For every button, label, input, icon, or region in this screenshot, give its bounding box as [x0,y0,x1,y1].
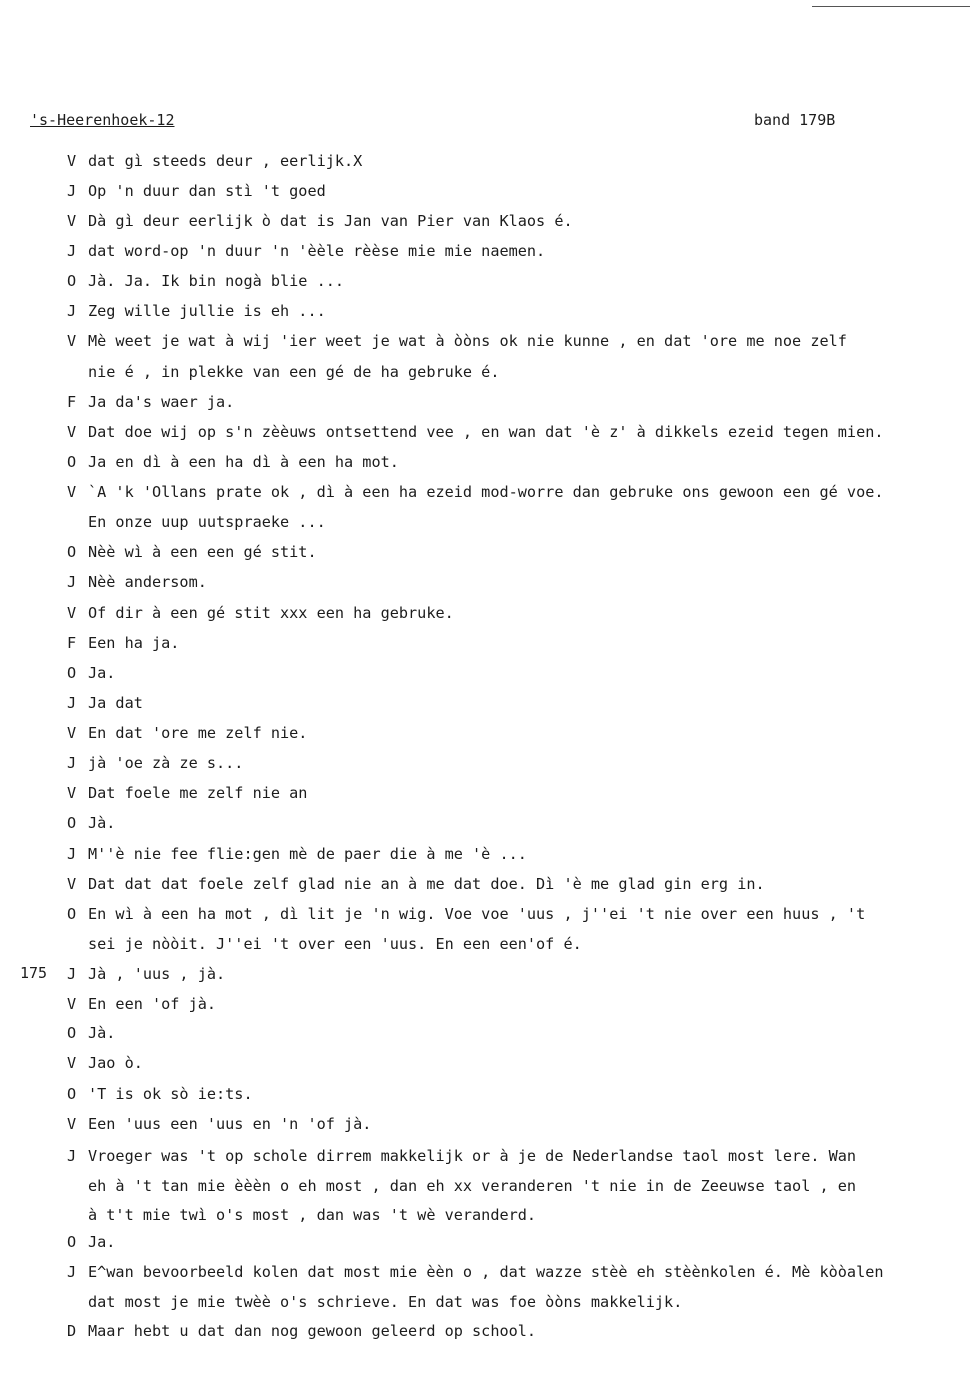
transcript-line [67,662,115,684]
speaker-label: O [67,905,77,923]
transcript-line [67,752,243,774]
line-text: Ja. [88,664,116,682]
line-text: Vroeger was 't op schole dirrem makkelijk or à je de Nederlandse taol most lere. Wan [88,1147,857,1165]
line-text: `A 'k 'Ollans prate ok , dì à een ha ezeid mod-worre dan gebruke ons gewoon een gé voe. [88,483,884,501]
line-text: Nèè andersom. [88,573,207,591]
line-text: Ja. [88,1233,116,1251]
transcript-line [67,210,573,232]
transcript-line [67,1113,371,1135]
line-text: Ja da's waer ja. [88,393,235,411]
line-text: Een 'uus een 'uus en 'n 'of jà. [88,1115,372,1133]
line-text: M''è nie fee flie:gen mè de paer die à me 'è ... [88,845,527,863]
line-text: sei je nòòit. J''ei 't over een 'uus. En een een'of é. [88,935,582,953]
line-text: Dat foele me zelf nie an [88,784,308,802]
header-tape: band 179B [754,111,836,129]
line-text: Ja dat [88,694,143,712]
transcript-line-continuation [88,1204,536,1226]
line-text: dat gì steeds deur , eerlijk.X [88,152,363,170]
transcript-line [67,903,865,925]
speaker-label: O [67,814,77,832]
transcript-line [67,1145,856,1167]
speaker-label: V [67,483,77,501]
speaker-label: J [67,694,77,712]
speaker-label: J [67,965,77,983]
transcript-line [67,782,307,804]
speaker-label: F [67,393,77,411]
transcript-line [67,270,344,292]
speaker-label: O [67,272,77,290]
line-text: dat most je mie twèè o's schrieve. En dat was foe òòns makkelijk. [88,1293,683,1311]
transcript-line [67,632,179,654]
speaker-label: O [67,1024,77,1042]
line-text: Op 'n duur dan stì 't goed [88,182,326,200]
transcript-line [67,843,527,865]
speaker-label: V [67,212,77,230]
transcript-line [67,602,454,624]
line-text: nie é , in plekke van een gé de ha gebruke é. [88,363,500,381]
speaker-label: F [67,634,77,652]
transcript-line-continuation [88,1175,856,1197]
speaker-label: O [67,543,77,561]
transcript-line [67,722,307,744]
transcript-line [67,330,847,352]
line-text: dat word-op 'n duur 'n 'èèle rèèse mie mie naemen. [88,242,546,260]
transcript-line [67,1231,115,1253]
transcript-line [67,1083,253,1105]
line-text: En wì à een ha mot , dì lit je 'n wig. Voe voe 'uus , j''ei 't nie over een huus , 't [88,905,866,923]
transcript-line [67,481,884,503]
transcript-line [67,240,545,262]
speaker-label: V [67,995,77,1013]
transcript-line [67,180,326,202]
transcript-line [67,391,234,413]
speaker-label: V [67,724,77,742]
line-text: E^wan bevoorbeeld kolen dat most mie èèn o , dat wazze stèè eh stèènkolen é. Mè kòòalen [88,1263,884,1281]
header-location: 's-Heerenhoek-12 [30,111,175,129]
transcript-line-continuation [88,933,582,955]
speaker-label: J [67,845,77,863]
speaker-label: J [67,573,77,591]
transcript-line [67,451,399,473]
line-text: Ja en dì à een ha dì à een ha mot. [88,453,399,471]
speaker-label: V [67,784,77,802]
transcript-line [67,812,115,834]
transcript-line [67,692,143,714]
speaker-label: D [67,1322,77,1340]
transcript-line-continuation [88,1291,682,1313]
transcript-line [67,541,317,563]
margin-line-number: 175 [20,964,48,982]
speaker-label: O [67,1233,77,1251]
transcript-line [67,873,765,895]
speaker-label: V [67,604,77,622]
line-text: Jà , 'uus , jà. [88,965,226,983]
transcript-line [67,421,884,443]
transcript-line [67,1052,143,1074]
transcript-line [67,300,326,322]
line-text: Of dir à een gé stit xxx een ha gebruke. [88,604,454,622]
line-text: En een 'of jà. [88,995,217,1013]
transcript-line-continuation [88,511,326,533]
transcript-line [67,963,225,985]
line-text: Zeg wille jullie is eh ... [88,302,326,320]
line-text: Jà. Ja. Ik bin nogà blie ... [88,272,345,290]
speaker-label: J [67,1263,77,1281]
line-text: Een ha ja. [88,634,180,652]
speaker-label: V [67,1054,77,1072]
speaker-label: V [67,875,77,893]
line-text: Nèè wì à een een gé stit. [88,543,317,561]
line-text: Dà gì deur eerlijk ò dat is Jan van Pier van Klaos é. [88,212,573,230]
line-text: Jà. [88,1024,116,1042]
speaker-label: J [67,302,77,320]
line-text: Jà. [88,814,116,832]
transcript-line [67,150,362,172]
speaker-label: V [67,152,77,170]
line-text: Mè weet je wat à wij 'ier weet je wat à òòns ok nie kunne , en dat 'ore me noe zelf [88,332,847,350]
transcript-line [67,993,216,1015]
speaker-label: O [67,1085,77,1103]
line-text: Dat dat dat foele zelf glad nie an à me dat doe. Dì 'è me glad gin erg in. [88,875,765,893]
line-text: 'T is ok sò ie:ts. [88,1085,253,1103]
speaker-label: V [67,1115,77,1133]
line-text: En onze uup uutspraeke ... [88,513,326,531]
speaker-label: J [67,182,77,200]
line-text: jà 'oe zà ze s... [88,754,244,772]
speaker-label: V [67,423,77,441]
line-text: eh à 't tan mie èèèn o eh most , dan eh xx veranderen 't nie in de Zeeuwse taol , en [88,1177,857,1195]
transcript-line [67,1320,536,1342]
speaker-label: J [67,754,77,772]
speaker-label: J [67,242,77,260]
line-text: Jao ò. [88,1054,143,1072]
transcript-line [67,1022,115,1044]
speaker-label: O [67,664,77,682]
transcript-line-continuation [88,361,499,383]
speaker-label: J [67,1147,77,1165]
transcript-line [67,571,207,593]
line-text: à t't mie twì o's most , dan was 't wè veranderd. [88,1206,537,1224]
transcript-line [67,1261,884,1283]
line-text: Maar hebt u dat dan nog gewoon geleerd op school. [88,1322,537,1340]
speaker-label: O [67,453,77,471]
speaker-label: V [67,332,77,350]
line-text: Dat doe wij op s'n zèèuws ontsettend vee , en wan dat 'è z' à dikkels ezeid tegen mien. [88,423,884,441]
line-text: En dat 'ore me zelf nie. [88,724,308,742]
